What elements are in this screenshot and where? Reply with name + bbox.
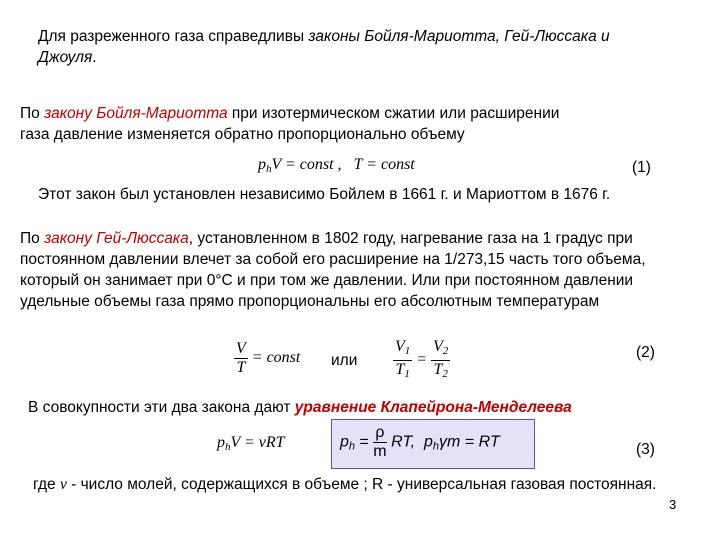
v2 bbox=[431, 338, 450, 361]
footer-paragraph bbox=[33, 474, 673, 495]
clapeyron-prefix: В совокупности эти два закона дают bbox=[28, 399, 295, 416]
t1-t: T bbox=[395, 361, 405, 378]
frac-v: V bbox=[236, 340, 246, 357]
intro-laws: законы Бойля-Мариотта, Гей-Люссака и Джоуля bbox=[38, 28, 610, 66]
t1 bbox=[395, 361, 409, 383]
or-label: или bbox=[331, 352, 358, 369]
formula-1-mid: V = const , bbox=[271, 156, 342, 173]
v1-v: V bbox=[395, 338, 405, 355]
formula-1 bbox=[258, 156, 415, 175]
f3b-p: p bbox=[340, 433, 349, 451]
boyle-prefix: По bbox=[20, 105, 45, 122]
v1 bbox=[393, 338, 412, 361]
formula-2b-eq: = bbox=[416, 351, 428, 369]
f3c-rest: γm = RT bbox=[439, 433, 500, 451]
t2 bbox=[434, 361, 448, 383]
page-number: 3 bbox=[669, 497, 677, 512]
nu-symbol: ν bbox=[59, 476, 67, 493]
v1-over-t1 bbox=[393, 338, 412, 383]
formula-2b bbox=[393, 338, 450, 383]
f3b-eq: = bbox=[359, 433, 369, 451]
v2-sub: 2 bbox=[442, 345, 449, 357]
boyle-history: Этот закон был установлен независимо Бойлем в 1661 г. и Мариоттом в 1676 г. bbox=[38, 186, 611, 203]
v-over-t bbox=[234, 340, 248, 377]
f3a-sub: h bbox=[225, 441, 231, 453]
f3a-p: p bbox=[217, 434, 225, 451]
t1-sub: 1 bbox=[404, 368, 410, 380]
formula-1-sub: h bbox=[266, 163, 272, 175]
frac-rho: ρ bbox=[375, 424, 385, 441]
f3c-psub: h bbox=[432, 440, 439, 453]
footer-text1: где bbox=[33, 476, 60, 493]
intro-paragraph bbox=[38, 26, 638, 68]
formula-3a bbox=[217, 434, 285, 453]
gay-lussac-paragraph bbox=[20, 228, 690, 312]
clapeyron-paragraph bbox=[28, 397, 708, 418]
boyle-law-name: закону Бойля-Мариотта bbox=[44, 105, 228, 122]
gay-lussac-text: , установленном в 1802 году, нагревание газа на 1 градус при постоянном давлении влечет за собой его расширение на 1/273,15 часть того объема, который он занимает при 0°С и при том же давлении. Или при постоянном давлении удельные объемы газа прямо пропорциональны его абсолютным температурам bbox=[20, 230, 646, 310]
clapeyron-equation-name: уравнение Клапейрона-Менделеева bbox=[294, 399, 572, 416]
frac-m: m bbox=[373, 443, 387, 460]
f3c-p: p bbox=[423, 433, 433, 451]
frac-t: T bbox=[236, 359, 246, 376]
formula-3b bbox=[340, 424, 500, 461]
t2-t: T bbox=[433, 361, 443, 378]
intro-text: Для разреженного газа справедливы bbox=[38, 28, 309, 45]
intro-end: . bbox=[92, 49, 97, 66]
f3b-rt: RT, bbox=[391, 433, 416, 451]
v2-over-t2 bbox=[431, 338, 450, 383]
gay-lussac-law-name: закону Гей-Люссака bbox=[44, 230, 189, 247]
v1-sub: 1 bbox=[404, 345, 411, 357]
rho-over-m bbox=[373, 424, 386, 461]
formula-1-right: T = const bbox=[353, 156, 415, 173]
formula-2a bbox=[234, 340, 300, 377]
t2-sub: 2 bbox=[442, 368, 448, 380]
boyle-paragraph bbox=[20, 103, 580, 145]
f3a-rest: V = νRT bbox=[230, 434, 285, 451]
formula-2a-rhs: = const bbox=[251, 349, 301, 367]
boyle-text: при изотермическом сжатии или расширении газа давление изменяется обратно пропорционально объему bbox=[20, 105, 560, 143]
f3b-psub: h bbox=[348, 440, 356, 453]
formula-1-p: p bbox=[258, 156, 266, 173]
gl-prefix: По bbox=[20, 230, 45, 247]
footer-text2: - число молей, содержащихся в объеме ; R - универсальная газовая постоянная. bbox=[66, 476, 657, 493]
eq-number-1: (1) bbox=[632, 159, 651, 176]
eq-number-3: (3) bbox=[636, 441, 655, 458]
v2-v: V bbox=[433, 338, 443, 355]
eq-number-2: (2) bbox=[636, 344, 655, 361]
